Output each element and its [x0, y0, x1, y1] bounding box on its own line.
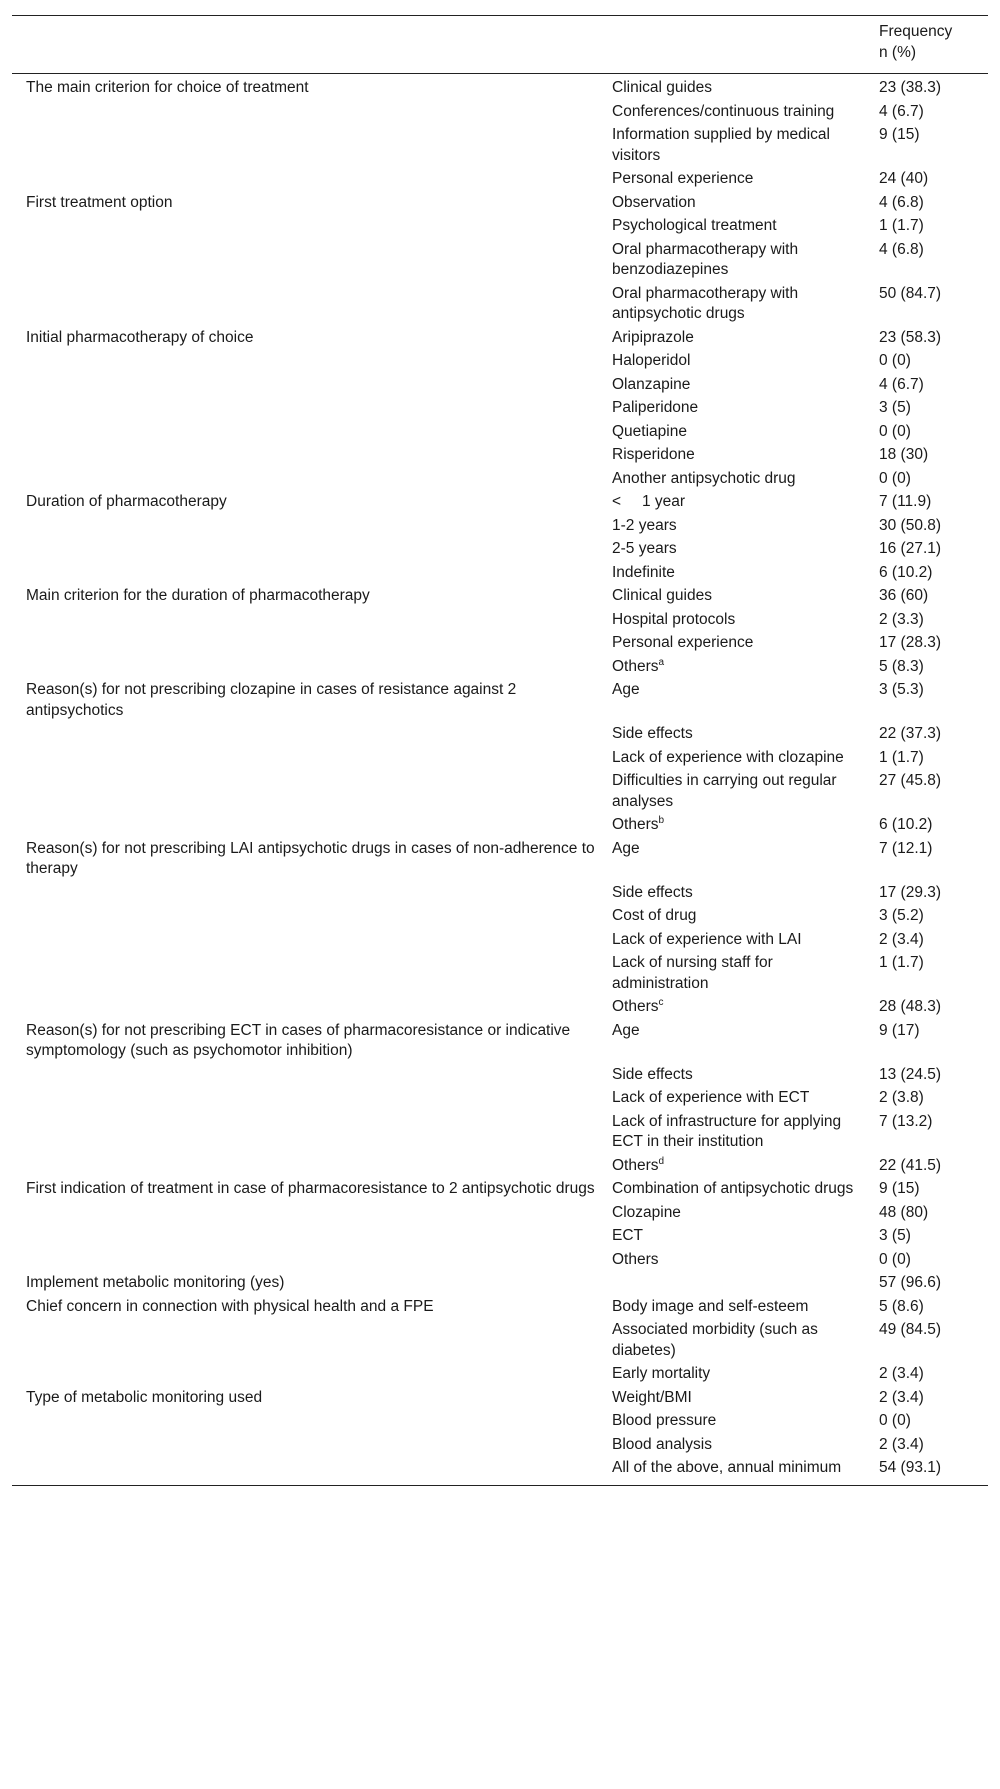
footnote-marker: d	[658, 1155, 665, 1167]
row-frequency: 1 (1.7)	[879, 954, 924, 971]
row-frequency: 18 (30)	[879, 446, 929, 463]
row-criterion: First indication of treatment in case of pharmacoresistance to 2 antipsychotic drugs	[26, 1180, 595, 1197]
row-option	[604, 838, 871, 882]
row-criterion	[12, 215, 604, 239]
table-row	[12, 168, 988, 192]
row-option-label: Others	[612, 1250, 659, 1268]
row-option-label: Olanzapine	[612, 375, 691, 393]
row-option	[604, 609, 871, 633]
row-frequency: 3 (5)	[879, 399, 911, 416]
table-row	[12, 609, 988, 633]
row-frequency: 2 (3.3)	[879, 610, 924, 628]
row-option-label: Side effects	[612, 883, 693, 901]
row-option-label: Body image and self-esteem	[612, 1297, 809, 1315]
row-option-label: Lack of experience with clozapine	[612, 748, 844, 766]
table-row	[12, 905, 988, 929]
row-frequency: 9 (15)	[879, 126, 920, 143]
row-frequency: 27 (45.8)	[879, 772, 942, 789]
table-row	[12, 1202, 988, 1226]
row-frequency: 4 (6.8)	[879, 193, 924, 211]
row-option	[604, 283, 871, 327]
row-option	[604, 124, 871, 168]
row-option	[604, 770, 871, 814]
row-option-label: Lack of experience with ECT	[612, 1089, 810, 1106]
row-frequency: 2 (3.8)	[879, 1089, 924, 1106]
row-option	[604, 1087, 871, 1111]
table-row	[12, 192, 988, 216]
row-option-label: Personal experience	[612, 634, 754, 651]
row-option	[604, 1410, 871, 1434]
row-frequency: 3 (5)	[879, 1227, 911, 1244]
row-option	[604, 1387, 871, 1411]
row-option	[604, 1457, 871, 1485]
row-frequency: 2 (3.4)	[879, 930, 924, 948]
row-option	[604, 882, 871, 906]
row-frequency: 4 (6.8)	[879, 240, 924, 258]
row-frequency: 0 (0)	[879, 1412, 911, 1429]
row-option-label: Others	[612, 816, 659, 833]
row-frequency: 1 (1.7)	[879, 217, 924, 234]
row-criterion	[12, 168, 604, 192]
row-option-label: Quetiapine	[612, 422, 687, 440]
row-option-label: Others	[612, 1156, 659, 1174]
table-row	[12, 952, 988, 996]
row-criterion	[12, 124, 604, 168]
row-criterion	[12, 770, 604, 814]
row-option	[604, 444, 871, 468]
row-option-label: Oral pharmacotherapy with antipsychotic drugs	[612, 284, 799, 322]
row-criterion	[12, 1457, 604, 1485]
row-criterion	[12, 239, 604, 283]
row-frequency: 48 (80)	[879, 1203, 929, 1221]
row-option	[604, 350, 871, 374]
row-option-label: Blood pressure	[612, 1412, 717, 1429]
row-criterion	[12, 283, 604, 327]
row-frequency: 0 (0)	[879, 352, 911, 369]
row-frequency: 23 (58.3)	[879, 328, 942, 346]
row-criterion: Reason(s) for not prescribing LAI antipsychotic drugs in cases of non-adherence to therapy	[26, 839, 595, 877]
footnote-marker: a	[658, 656, 665, 668]
table-row	[12, 538, 988, 562]
table-row	[12, 632, 988, 656]
row-option	[604, 421, 871, 445]
row-option	[604, 101, 871, 125]
row-option	[604, 374, 871, 398]
table-row	[12, 929, 988, 953]
table-row	[12, 814, 988, 838]
row-option-label: ECT	[612, 1227, 643, 1244]
table-body	[12, 74, 988, 1486]
row-option-suffix: 1 year	[642, 493, 686, 510]
row-frequency: 23 (38.3)	[879, 79, 942, 96]
row-frequency: 16 (27.1)	[879, 540, 942, 557]
row-frequency: 2 (3.4)	[879, 1365, 924, 1382]
row-option-label: Age	[612, 681, 640, 698]
row-option	[604, 1020, 871, 1064]
table-row	[12, 838, 988, 882]
row-criterion	[12, 996, 604, 1020]
row-option-label: 1-2 years	[612, 516, 677, 534]
row-criterion	[12, 1202, 604, 1226]
row-frequency: 7 (12.1)	[879, 839, 933, 857]
row-criterion	[12, 1064, 604, 1088]
footnote-marker: c	[658, 996, 664, 1008]
table-row	[12, 239, 988, 283]
row-frequency: 36 (60)	[879, 587, 929, 604]
row-criterion	[12, 1319, 604, 1363]
row-frequency: 6 (10.2)	[879, 816, 933, 833]
table-row	[12, 350, 988, 374]
table-row	[12, 996, 988, 1020]
row-option	[604, 192, 871, 216]
row-frequency: 1 (1.7)	[879, 748, 924, 766]
row-criterion	[12, 444, 604, 468]
row-criterion	[12, 421, 604, 445]
row-frequency: 54 (93.1)	[879, 1459, 942, 1476]
footnote-marker: b	[658, 814, 665, 826]
row-option-label: All of the above, annual minimum	[612, 1459, 842, 1476]
table-row	[12, 421, 988, 445]
row-option	[604, 952, 871, 996]
row-frequency: 3 (5.3)	[879, 681, 924, 698]
row-option	[604, 585, 871, 609]
row-option-label: Personal experience	[612, 170, 754, 187]
row-option-label: Lack of nursing staff for administration	[612, 954, 773, 992]
table-row	[12, 1225, 988, 1249]
row-frequency: 24 (40)	[879, 170, 929, 187]
row-option	[604, 747, 871, 771]
row-criterion	[12, 1249, 604, 1273]
row-criterion	[12, 101, 604, 125]
row-criterion	[12, 656, 604, 680]
table-row	[12, 1319, 988, 1363]
row-option	[604, 239, 871, 283]
table-row	[12, 562, 988, 586]
header-frequency-line1: Frequency	[879, 23, 953, 40]
row-option	[604, 996, 871, 1020]
row-criterion	[12, 1363, 604, 1387]
table-row	[12, 124, 988, 168]
row-frequency: 30 (50.8)	[879, 516, 942, 534]
row-option	[604, 1434, 871, 1458]
row-option-label: Psychological treatment	[612, 217, 777, 234]
row-option	[604, 168, 871, 192]
row-option-label: Clinical guides	[612, 587, 712, 604]
row-option	[604, 632, 871, 656]
header-row	[12, 16, 988, 74]
table-row	[12, 882, 988, 906]
table-row	[12, 1155, 988, 1179]
row-criterion: Reason(s) for not prescribing ECT in cases of pharmacoresistance or indicative symptomology (such as psychomotor inhibition)	[26, 1021, 571, 1059]
row-criterion	[12, 814, 604, 838]
table-row	[12, 679, 988, 723]
table-row	[12, 1111, 988, 1155]
row-criterion	[12, 1111, 604, 1155]
table-header	[12, 16, 988, 74]
row-option-label: Haloperidol	[612, 352, 691, 369]
row-criterion	[12, 1155, 604, 1179]
row-option-label: Side effects	[612, 1065, 693, 1083]
table-row	[12, 327, 988, 351]
row-criterion: Implement metabolic monitoring (yes)	[26, 1274, 285, 1291]
row-option-label: Weight/BMI	[612, 1388, 692, 1406]
row-option-label: Early mortality	[612, 1365, 711, 1382]
row-criterion	[12, 1087, 604, 1111]
row-frequency: 2 (3.4)	[879, 1388, 924, 1406]
row-option	[604, 397, 871, 421]
row-option	[604, 491, 871, 515]
row-option-label: Hospital protocols	[612, 610, 736, 628]
row-option	[604, 656, 871, 680]
row-criterion	[12, 1434, 604, 1458]
table-row	[12, 1434, 988, 1458]
row-option-label: Observation	[612, 193, 696, 211]
row-option-label: Clinical guides	[612, 79, 712, 96]
row-frequency: 17 (29.3)	[879, 883, 942, 901]
table-row	[12, 283, 988, 327]
row-criterion: First treatment option	[26, 193, 173, 211]
row-option	[604, 74, 871, 101]
row-frequency: 0 (0)	[879, 469, 911, 487]
table-row	[12, 656, 988, 680]
row-option-label: Aripiprazole	[612, 328, 694, 346]
row-criterion	[12, 882, 604, 906]
row-frequency: 7 (13.2)	[879, 1112, 933, 1130]
row-option-label: 2-5 years	[612, 540, 677, 557]
row-criterion	[12, 374, 604, 398]
table-row	[12, 1087, 988, 1111]
row-option-label: Another antipsychotic drug	[612, 469, 796, 487]
row-option	[604, 327, 871, 351]
table-row	[12, 1272, 988, 1296]
header-frequency-line2: n (%)	[879, 43, 917, 61]
row-option	[604, 562, 871, 586]
row-option	[604, 1363, 871, 1387]
row-frequency: 9 (15)	[879, 1180, 920, 1197]
row-criterion: Type of metabolic monitoring used	[26, 1388, 263, 1406]
table-row	[12, 747, 988, 771]
table-row	[12, 468, 988, 492]
table-row	[12, 215, 988, 239]
row-criterion: Chief concern in connection with physical health and a FPE	[26, 1297, 434, 1315]
row-frequency: 4 (6.7)	[879, 102, 924, 120]
row-option	[604, 1202, 871, 1226]
row-option-label: Blood analysis	[612, 1435, 712, 1453]
row-criterion	[12, 538, 604, 562]
row-option	[604, 1178, 871, 1202]
row-option-label: Cost of drug	[612, 907, 697, 924]
row-frequency: 5 (8.3)	[879, 657, 924, 675]
row-criterion: Duration of pharmacotherapy	[26, 493, 227, 510]
row-option-label: Conferences/continuous training	[612, 102, 835, 120]
row-frequency: 0 (0)	[879, 422, 911, 440]
row-criterion	[12, 905, 604, 929]
row-frequency: 49 (84.5)	[879, 1321, 942, 1338]
row-option	[604, 929, 871, 953]
row-option-label: Information supplied by medical visitors	[612, 126, 830, 164]
table-row	[12, 1457, 988, 1485]
row-criterion	[12, 1410, 604, 1434]
table-row	[12, 1064, 988, 1088]
row-criterion	[12, 350, 604, 374]
header-criterion	[12, 16, 604, 74]
table-row	[12, 1020, 988, 1064]
row-option	[604, 723, 871, 747]
row-option	[604, 1249, 871, 1273]
row-option-label: Lack of experience with LAI	[612, 930, 802, 948]
header-option	[604, 16, 871, 74]
row-criterion	[12, 609, 604, 633]
row-frequency: 28 (48.3)	[879, 998, 942, 1015]
row-option	[604, 1064, 871, 1088]
row-option	[604, 1225, 871, 1249]
row-option	[604, 468, 871, 492]
row-option	[604, 538, 871, 562]
table-row	[12, 397, 988, 421]
table-row	[12, 374, 988, 398]
row-frequency: 22 (37.3)	[879, 725, 942, 742]
row-option	[604, 814, 871, 838]
row-option	[604, 515, 871, 539]
row-option-label: <	[612, 493, 622, 510]
table-row	[12, 1363, 988, 1387]
row-option-label: Indefinite	[612, 563, 675, 581]
row-option-label: Age	[612, 839, 640, 857]
row-option	[604, 1111, 871, 1155]
row-option-label: Others	[612, 998, 659, 1015]
table-row	[12, 770, 988, 814]
row-option-label: Side effects	[612, 725, 693, 742]
row-frequency: 2 (3.4)	[879, 1435, 924, 1453]
row-option	[604, 1155, 871, 1179]
row-option-label: Combination of antipsychotic drugs	[612, 1180, 854, 1197]
row-criterion	[12, 397, 604, 421]
row-option	[604, 1319, 871, 1363]
row-option-label: Associated morbidity (such as diabetes)	[612, 1321, 818, 1359]
row-criterion	[12, 929, 604, 953]
table-row	[12, 1387, 988, 1411]
table-row	[12, 491, 988, 515]
row-option-label: Others	[612, 657, 659, 675]
row-option	[604, 905, 871, 929]
row-option-label: Age	[612, 1021, 640, 1039]
row-option	[604, 1296, 871, 1320]
row-frequency: 9 (17)	[879, 1021, 920, 1039]
row-frequency: 50 (84.7)	[879, 284, 942, 302]
table-row	[12, 585, 988, 609]
table-row	[12, 74, 988, 101]
header-frequency	[871, 16, 988, 74]
table-row	[12, 1296, 988, 1320]
table-row	[12, 723, 988, 747]
survey-results-table	[12, 15, 988, 1486]
table-row	[12, 1178, 988, 1202]
table-row	[12, 444, 988, 468]
row-criterion	[12, 1225, 604, 1249]
row-criterion	[12, 723, 604, 747]
row-frequency: 6 (10.2)	[879, 563, 933, 581]
row-option	[604, 215, 871, 239]
row-criterion	[12, 468, 604, 492]
row-criterion: The main criterion for choice of treatment	[26, 79, 309, 96]
table-row	[12, 515, 988, 539]
row-frequency: 3 (5.2)	[879, 907, 924, 924]
row-frequency: 17 (28.3)	[879, 634, 942, 651]
row-criterion	[12, 952, 604, 996]
row-option-label: Difficulties in carrying out regular analyses	[612, 772, 837, 810]
row-option-label: Oral pharmacotherapy with benzodiazepines	[612, 240, 799, 278]
row-frequency: 22 (41.5)	[879, 1156, 942, 1174]
row-option-label: Risperidone	[612, 446, 695, 463]
row-frequency: 57 (96.6)	[879, 1274, 942, 1291]
row-criterion: Main criterion for the duration of pharmacotherapy	[26, 587, 370, 604]
table-row	[12, 1249, 988, 1273]
row-frequency: 13 (24.5)	[879, 1065, 942, 1083]
row-frequency: 0 (0)	[879, 1250, 911, 1268]
row-criterion: Initial pharmacotherapy of choice	[26, 328, 254, 346]
row-option-label: Clozapine	[612, 1203, 681, 1221]
row-option-label: Paliperidone	[612, 399, 699, 416]
row-option	[604, 679, 871, 723]
table-container	[12, 15, 988, 1486]
row-criterion	[12, 632, 604, 656]
row-criterion	[12, 747, 604, 771]
table-row	[12, 1410, 988, 1434]
row-frequency: 7 (11.9)	[879, 493, 932, 510]
row-criterion	[12, 562, 604, 586]
table-row	[12, 101, 988, 125]
row-criterion: Reason(s) for not prescribing clozapine in cases of resistance against 2 antipsychotics	[26, 681, 517, 719]
row-option	[604, 1272, 871, 1296]
row-option-label: Lack of infrastructure for applying ECT in their institution	[612, 1112, 842, 1150]
row-criterion	[12, 515, 604, 539]
row-frequency: 4 (6.7)	[879, 375, 924, 393]
row-frequency: 5 (8.6)	[879, 1297, 924, 1315]
